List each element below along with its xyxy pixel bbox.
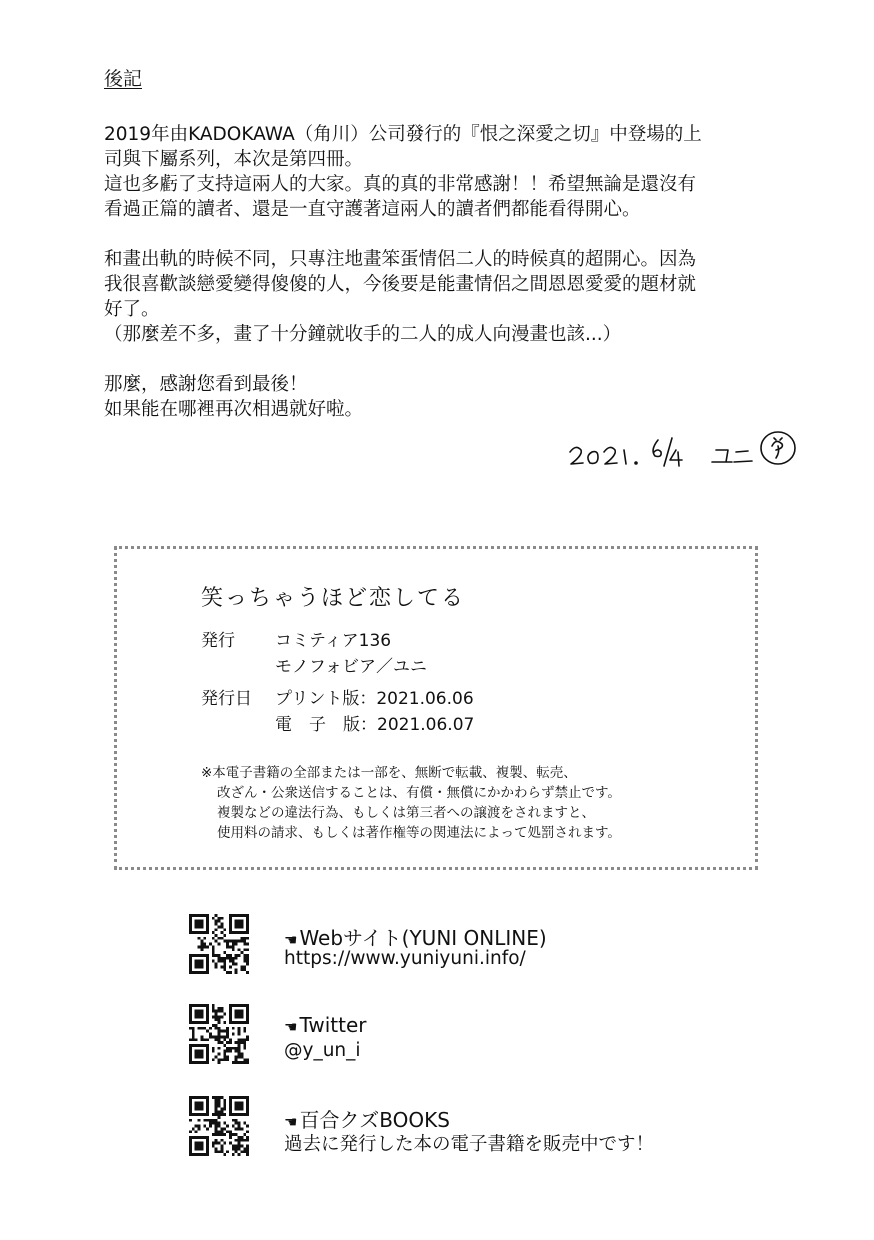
qr-code-icon[interactable] (188, 1004, 250, 1064)
link-handle-twitter[interactable]: @y_un_i (284, 1040, 361, 1061)
notice-line: 使用料の請求、もしくは著作権等の関連法によって処罰されます。 (217, 825, 621, 841)
qr-code-icon[interactable] (188, 1096, 250, 1156)
notice-line: 複製などの違法行為、もしくは第三者への譲渡をされますと、 (217, 805, 595, 821)
publish-event: コミティア136 (275, 631, 392, 651)
afterword-paragraph-3 (104, 372, 794, 422)
date-label: 発行日 (201, 689, 252, 709)
pointing-hand-icon: ☚ (284, 931, 298, 949)
afterword-line: 我很喜歡談戀愛變得傻傻的人，今後要是能畫情侶之間恩恩愛愛的題材就 (104, 274, 697, 295)
link-url-website[interactable]: https://www.yuniyuni.info/ (284, 948, 526, 969)
handwritten-signature (566, 428, 806, 476)
link-title-website[interactable] (284, 922, 547, 951)
afterword-section (104, 66, 794, 447)
link-title-text: Twitter (299, 1013, 367, 1037)
notice-line: ※本電子書籍の全部または一部を、無断で転載、複製、転売、 (201, 765, 577, 781)
afterword-paragraph-1 (104, 122, 794, 222)
afterword-title: 後記 (104, 68, 143, 90)
link-title-books[interactable] (284, 1104, 450, 1133)
afterword-line: 這也多虧了支持這兩人的大家。真的真的非常感謝！！希望無論是還沒有 (104, 174, 697, 195)
afterword-line: （那麼差不多，畫了十分鐘就收手的二人的成人向漫畫也該...） (104, 324, 622, 345)
copyright-notice (201, 763, 621, 843)
digital-edition-label: 電 子 版： (275, 715, 377, 735)
print-edition (275, 687, 474, 711)
afterword-line: 和畫出軌的時候不同，只專注地畫笨蛋情侶二人的時候真的超開心。因為 (104, 249, 697, 270)
afterword-paragraph-2 (104, 247, 794, 347)
link-desc-books: 過去に発行した本の電子書籍を販売中です！ (284, 1134, 655, 1155)
pointing-hand-icon: ☚ (284, 1018, 298, 1036)
colophon-box (114, 546, 758, 870)
afterword-line: 2019年由KADOKAWA（角川）公司發行的『恨之深愛之切』中登場的上 (104, 124, 702, 145)
print-date: 2021.06.06 (376, 689, 474, 709)
digital-edition (275, 713, 474, 737)
link-title-twitter[interactable] (284, 1013, 366, 1037)
print-edition-label: プリント版： (275, 689, 377, 709)
qr-code-icon[interactable] (188, 914, 250, 974)
afterword-line: 那麼，感謝您看到最後！ (104, 374, 308, 395)
afterword-line: 看過正篇的讀者、還是一直守護著這兩人的讀者們都能看得開心。 (104, 199, 641, 220)
digital-date: 2021.06.07 (377, 715, 475, 735)
notice-line: 改ざん・公衆送信することは、有償・無償にかかわらず禁止です。 (217, 785, 621, 801)
publish-label: 発行 (201, 631, 235, 651)
afterword-line: 好了。 (104, 299, 160, 320)
afterword-line: 司與下屬系列，本次是第四冊。 (104, 149, 364, 170)
pointing-hand-icon: ☚ (284, 1113, 298, 1131)
afterword-line: 如果能在哪裡再次相遇就好啦。 (104, 399, 364, 420)
link-title-text: Webサイト(YUNI ONLINE) (299, 926, 547, 950)
publish-circle: モノフォビア／ユニ (275, 657, 427, 677)
book-title: 笑っちゃうほど恋してる (201, 586, 466, 611)
link-title-text: 百合クズBOOKS (299, 1108, 450, 1132)
